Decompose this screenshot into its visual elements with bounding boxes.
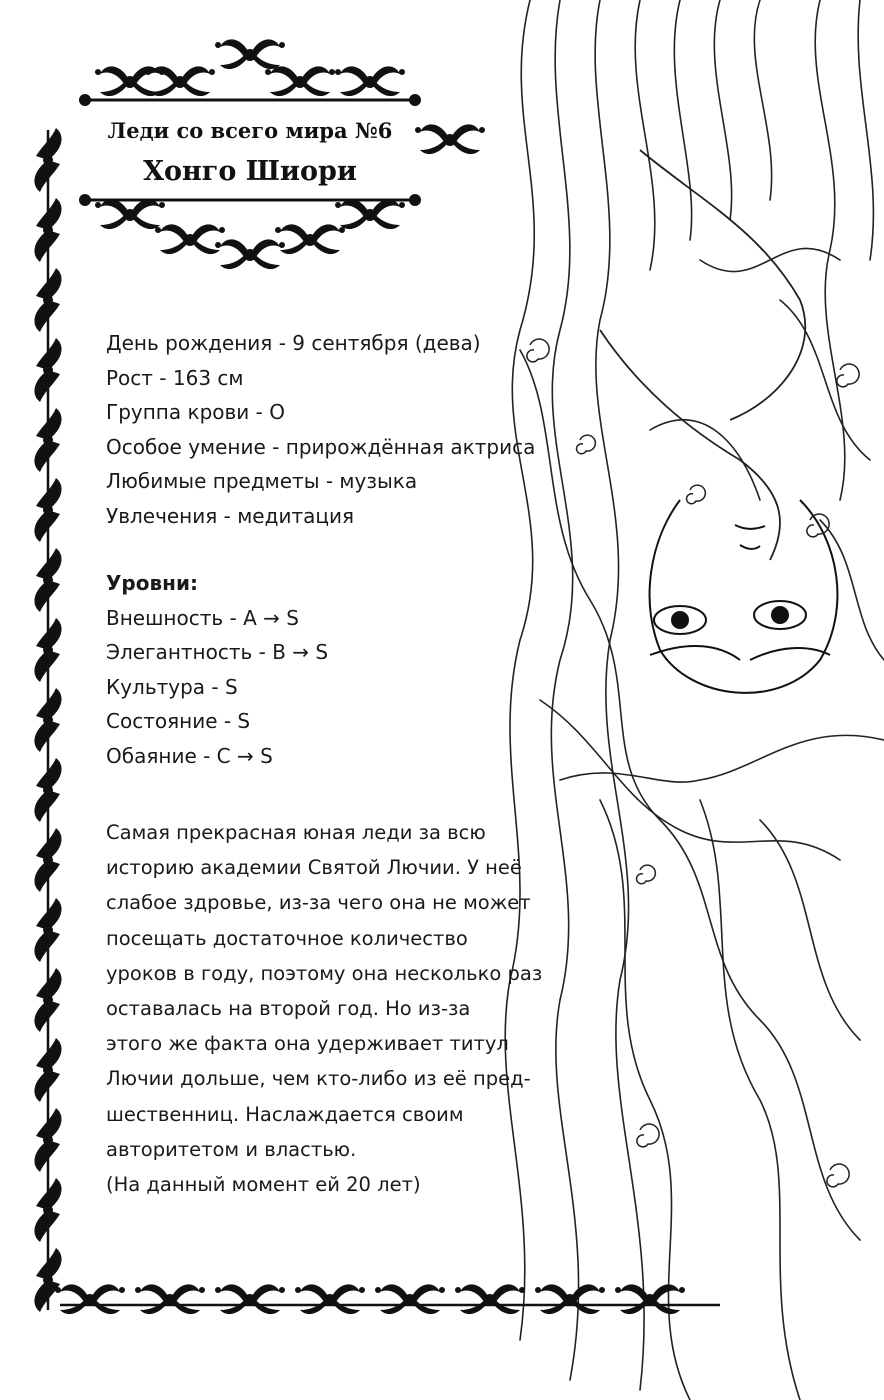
bio-line: шественниц. Наслаждается своим xyxy=(106,1102,464,1126)
level-item: Состояние - S xyxy=(106,709,251,733)
bio-line: Самая прекрасная юная леди за всю xyxy=(106,821,486,844)
bio-line: уроков в году, поэтому она несколько раз xyxy=(106,961,543,985)
bio-line: слабое здровье, из-за чего она не может xyxy=(106,891,531,915)
biography xyxy=(106,815,546,1202)
bio-line: посещать достаточное количество xyxy=(106,926,468,950)
bio-line: Лючии дольше, чем кто-либо из её пред- xyxy=(106,1067,531,1091)
favorite-subjects-line: Любимые предметы - музыка xyxy=(106,469,418,493)
series-subtitle: Леди со всего мира №6 xyxy=(107,118,393,143)
level-item: Обаяние - C → S xyxy=(106,743,273,768)
profile-info xyxy=(106,326,536,773)
title-ornament-bottom xyxy=(79,194,421,269)
bio-line: историю академии Святой Лючии. У неё xyxy=(106,856,522,880)
hobby-line: Увлечения - медитация xyxy=(106,503,354,528)
blood-type-line: Группа крови - О xyxy=(106,400,285,424)
character-name: Хонго Шиори xyxy=(143,156,357,187)
level-item: Культура - S xyxy=(106,674,238,699)
bio-line: авторитетом и властью. xyxy=(106,1137,357,1161)
birthday-line: День рождения - 9 сентября (дева) xyxy=(106,331,481,355)
bio-line: этого же факта она удерживает титул xyxy=(106,1032,509,1056)
face xyxy=(650,500,838,693)
level-item: Элегантность - B → S xyxy=(106,640,329,664)
curls xyxy=(527,339,859,1187)
hair-lines xyxy=(505,0,884,1400)
levels-heading: Уровни: xyxy=(106,571,198,595)
level-item: Внешность - A → S xyxy=(106,605,299,630)
skill-line: Особое умение - прирождённая актриса xyxy=(106,434,536,459)
title-ornament-top xyxy=(79,39,421,106)
bio-line: оставалась на второй год. Но из-за xyxy=(106,997,471,1021)
height-line: Рост - 163 см xyxy=(106,365,244,390)
bio-line: (На данный момент ей 20 лет) xyxy=(106,1173,421,1197)
title-ornament-right xyxy=(415,124,485,154)
bottom-vine-border xyxy=(55,1284,720,1314)
left-vine-border xyxy=(34,128,61,1312)
